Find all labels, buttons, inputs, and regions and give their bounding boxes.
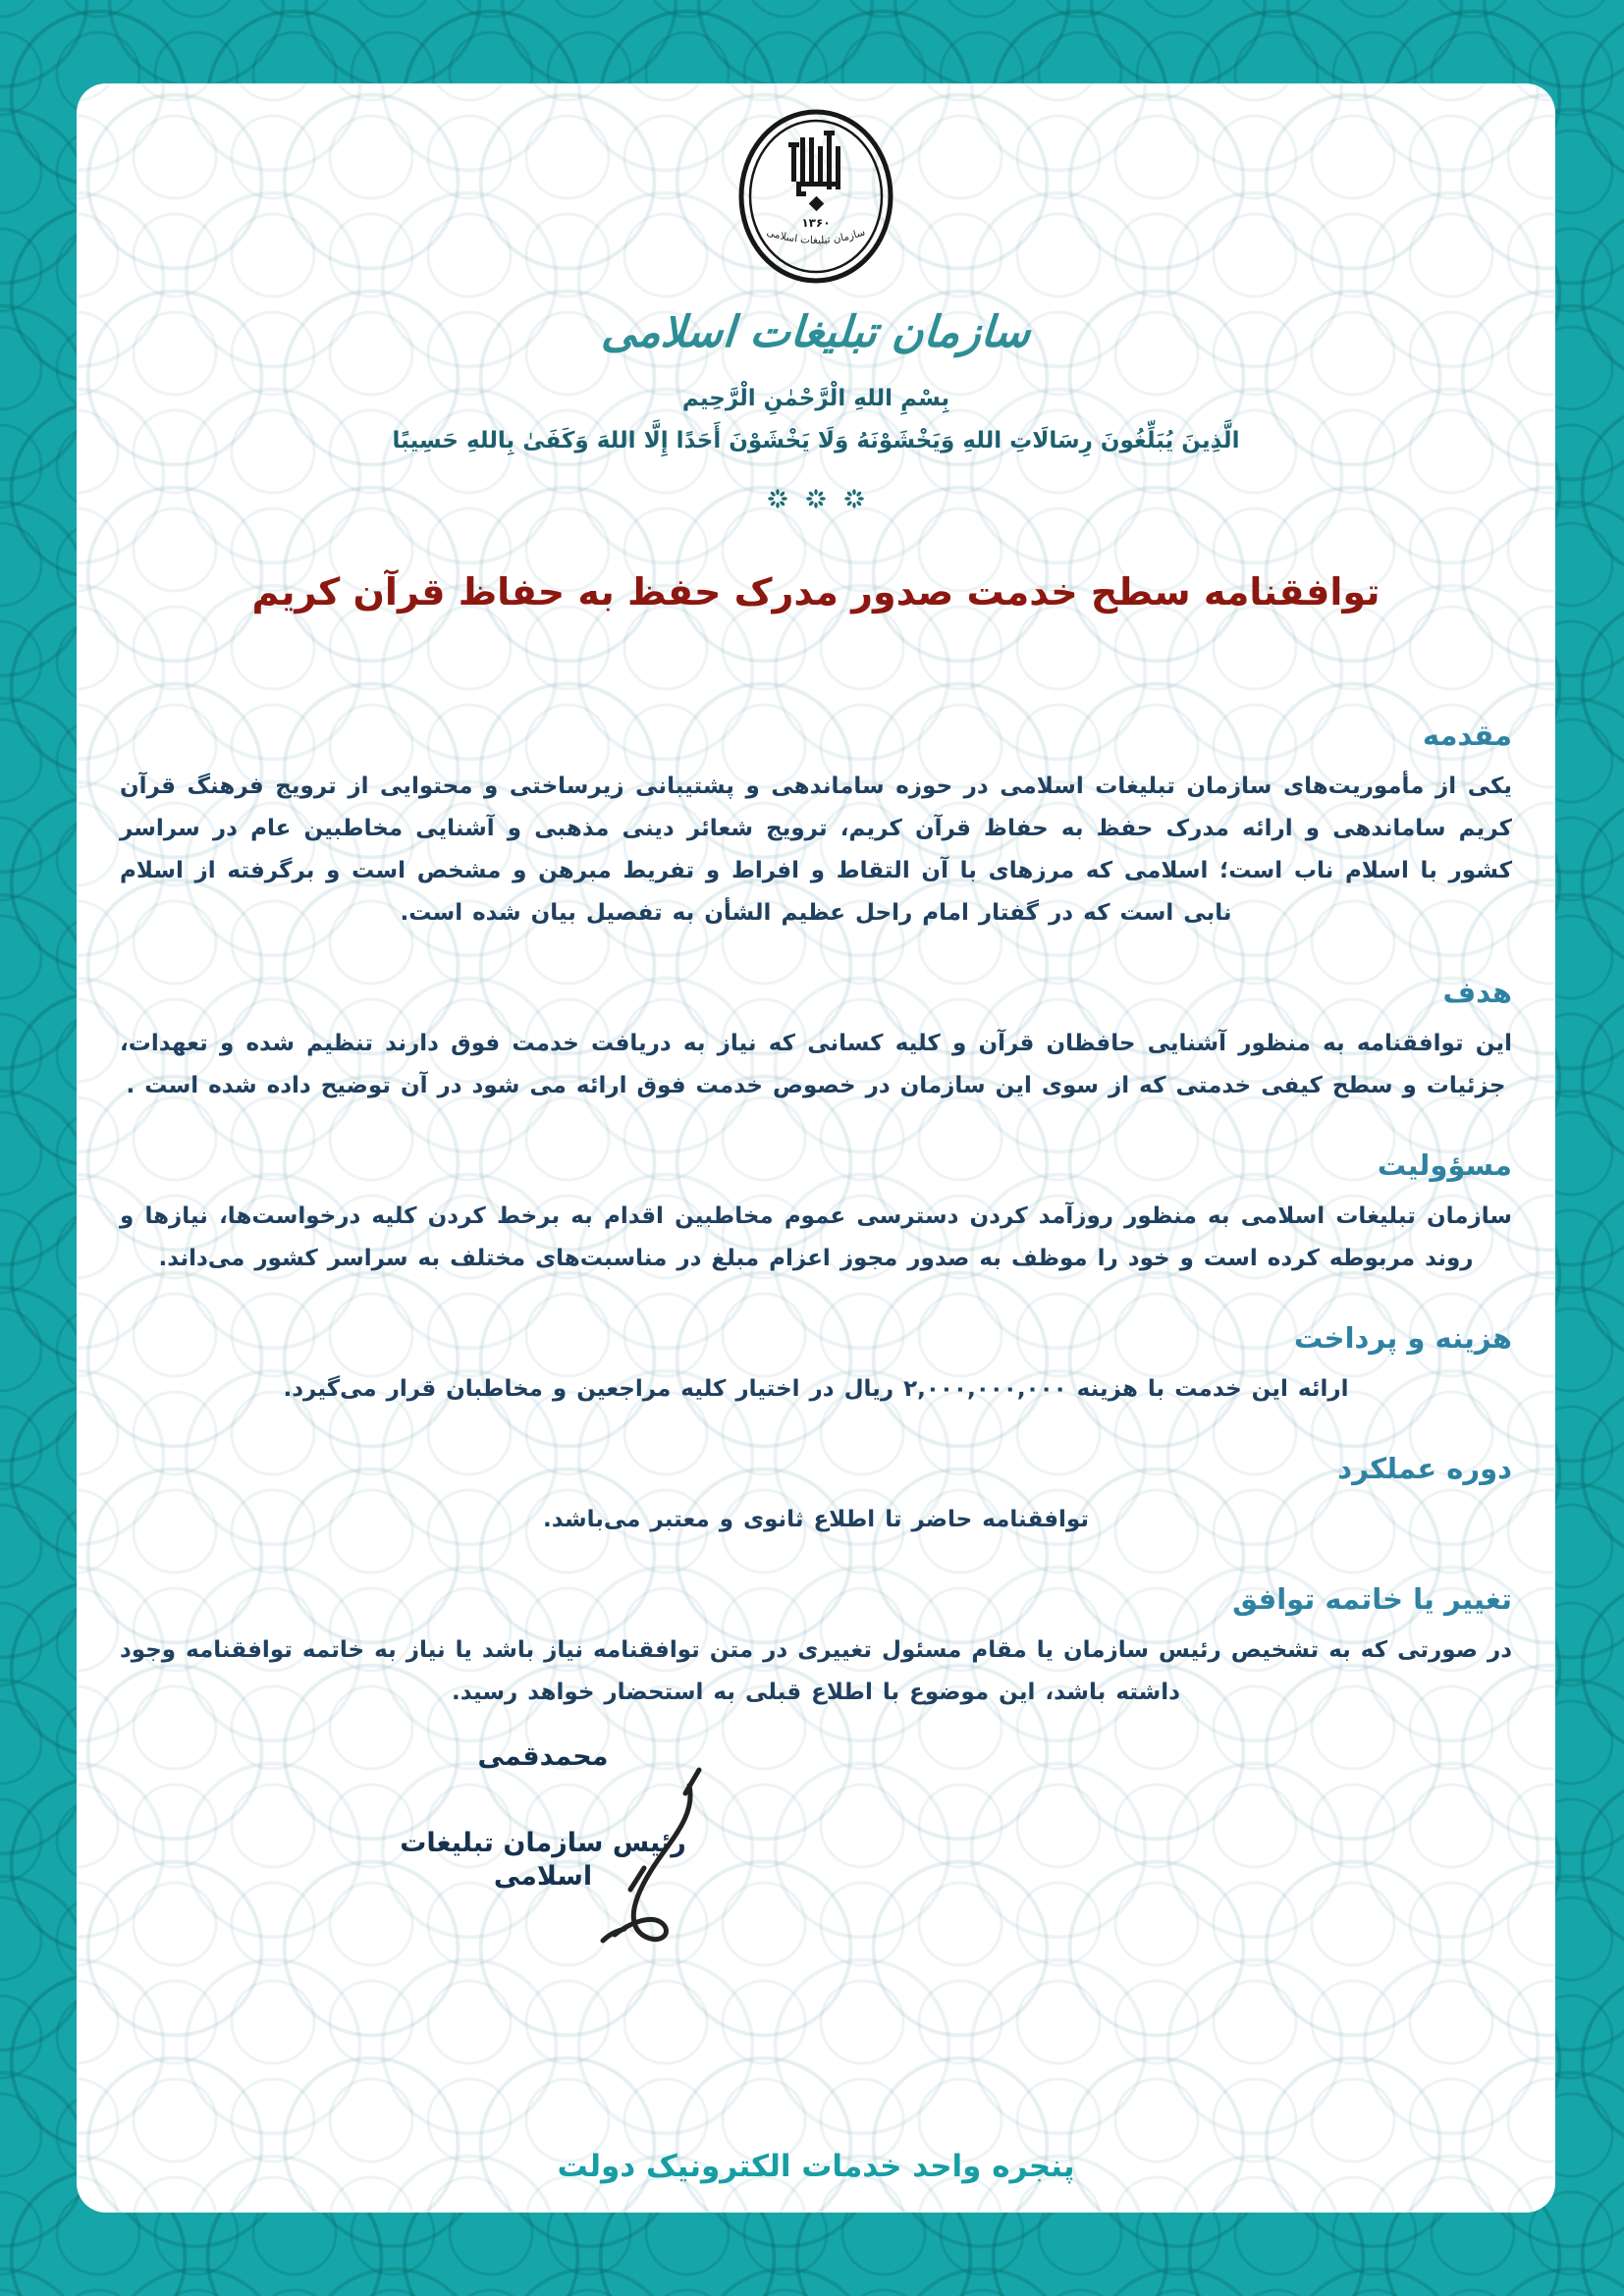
section-body: ارائه این خدمت با هزینه ۲,۰۰۰,۰۰۰,۰۰۰ ریال در اختیار کلیه مراجعین و مخاطبان قرار می‌گیرد. <box>283 1376 1349 1402</box>
ornament-stars <box>77 487 1555 508</box>
emblem-arc-text: سازمان تبلیغات اسلامی <box>765 226 867 247</box>
section-cost-payment <box>120 1317 1512 1411</box>
document-panel <box>77 83 1555 2213</box>
section-heading: مسؤولیت <box>1377 1148 1512 1182</box>
section-heading: مقدمه <box>1422 719 1512 752</box>
section-performance-period <box>120 1448 1512 1541</box>
flower-star-icon <box>806 489 826 508</box>
section-body: در صورتی که به تشخیص رئیس سازمان یا مقام مسئول تغییری در متن توافقنامه نیاز باشد یا نیاز به خاتمه توافقنامه وجود داشته باشد، این موضوع با اطلاع قبلی به استحضار خواهد رسید. <box>120 1637 1512 1705</box>
document-title: توافقنامه سطح خدمت صدور مدرک حفظ به حفاظ قرآن کریم <box>251 570 1380 614</box>
emblem-kufic-allah <box>788 131 840 211</box>
signature-block <box>381 1740 705 1894</box>
organization-calligraphy: سازمان تبلیغات اسلامی <box>600 307 1033 357</box>
bismillah-text: بِسْمِ اللهِ الْرَّحْمٰنِ الْرَّحِيم <box>681 386 950 411</box>
flower-star-icon <box>844 489 864 508</box>
footer-text: پنجره واحد خدمات الکترونیک دولت <box>557 2149 1075 2184</box>
signatory-name: محمدقمی <box>477 1741 609 1772</box>
section-body: یکی از مأموریت‌های سازمان تبلیغات اسلامی در حوزه ساماندهی و پشتیبانی زیرساختی و محتوایی از ترویج فرهنگ قرآن کریم ساماندهی و ارائه مدرک حفظ به حفاظ قرآن کریم، ترویج شعائر دینی مذهبی و آشنایی مخاطبین عام در سراسر کشور با اسلام ناب است؛ اسلامی که مرزهای با آن التقاط و افراط و تفریط مبرهن و مشخص است و برگرفته از اسلام نابی است که در گفتار امام راحل عظیم الشأن به تفصیل بیان شده است. <box>120 774 1512 926</box>
document-body <box>77 715 1555 1714</box>
organization-emblem-icon <box>733 105 898 288</box>
section-responsibility <box>120 1145 1512 1280</box>
section-change-termination <box>120 1578 1512 1714</box>
section-body: توافقنامه حاضر تا اطلاع ثانوی و معتبر می‌باشد. <box>543 1507 1089 1532</box>
section-heading: دوره عملکرد <box>1337 1452 1512 1485</box>
section-goal <box>120 972 1512 1107</box>
section-body: سازمان تبلیغات اسلامی به منظور روزآمد کردن دسترسی عموم مخاطبین اقدام به برخط کردن کلیه درخواست‌ها، نیازها و روند مربوطه کرده است و خود را موظف به صدور مجوز اعزام مبلغ در مناسبت‌های مختلف به سراسر کشور می‌داند. <box>120 1203 1512 1271</box>
section-heading: هزینه و پرداخت <box>1293 1321 1512 1355</box>
section-introduction <box>120 715 1512 934</box>
quran-verse-text: الَّذِينَ يُبَلِّغُونَ رِسَالَاتِ اللهِ وَيَخْشَوْنَهُ وَلَا يَخْشَوْنَ أَحَدًا إِلَّا اللهَ وَكَفَىٰ بِاللهِ حَسِيبًا <box>392 428 1240 454</box>
section-heading: تغییر یا خاتمه توافق <box>1232 1582 1512 1616</box>
emblem-year: ۱۳۶۰ <box>801 216 831 230</box>
section-body: این توافقنامه به منظور آشنایی حافظان قرآن و کلیه کسانی که نیاز به دریافت خدمت فوق دارند تنظیم شده و تعهدات، جزئیات و سطح کیفی خدمتی که از سوی این سازمان در خصوص خدمت فوق ارائه می شود در آن توضیح داده شده است . <box>120 1031 1512 1098</box>
flower-star-icon <box>768 489 787 508</box>
signatory-title: رئیس سازمان تبلیغات اسلامی <box>400 1828 686 1892</box>
section-heading: هدف <box>1442 976 1512 1009</box>
